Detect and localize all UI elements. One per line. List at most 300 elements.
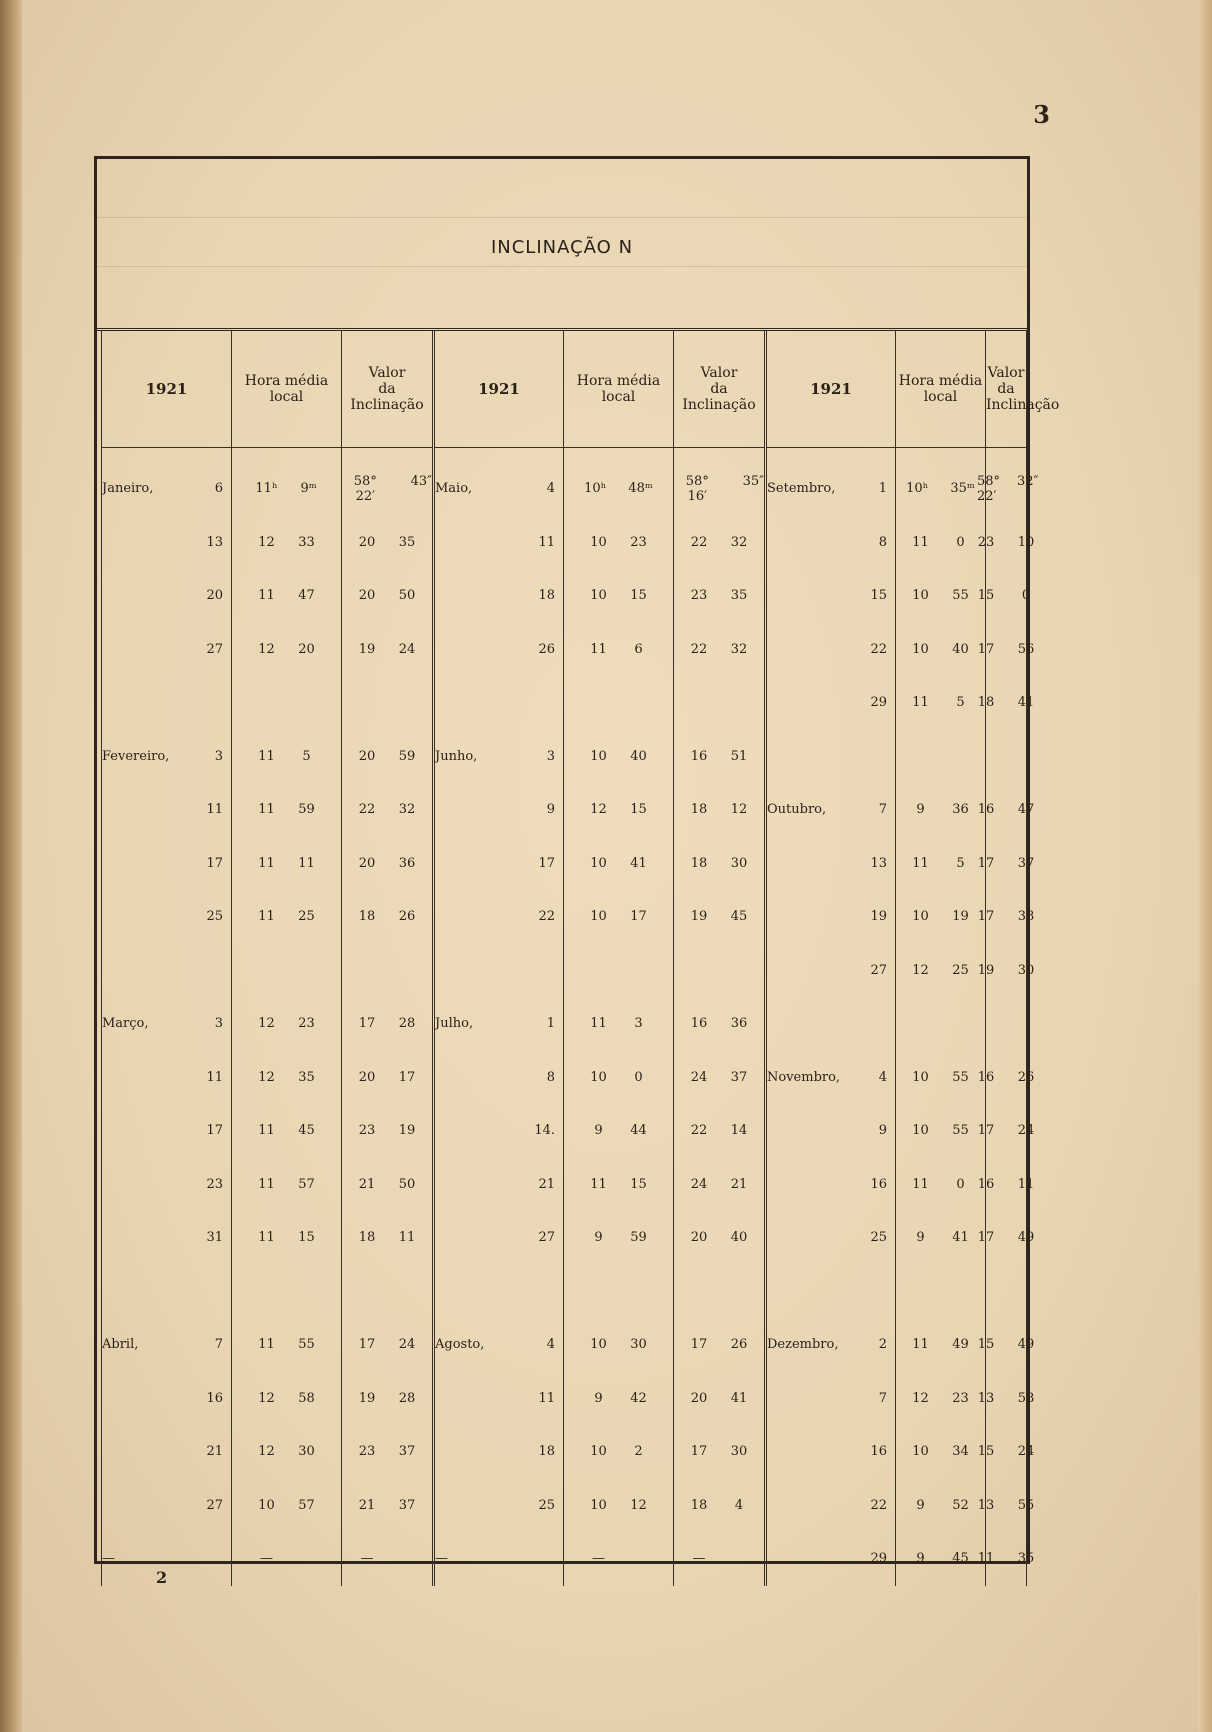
hour-cell xyxy=(896,944,986,998)
month-day-cell xyxy=(102,1051,232,1105)
hour-cell xyxy=(232,1532,342,1586)
degree-minute-value: 17 xyxy=(977,1123,995,1139)
hour-value: 9 xyxy=(594,1230,603,1246)
second-value: 59 xyxy=(398,748,416,764)
day-number: 4 xyxy=(878,1069,887,1085)
inclination-cell xyxy=(342,1158,434,1212)
degree-minute-value: 15 xyxy=(977,1444,995,1460)
inclination-cell xyxy=(977,623,1035,677)
degree-minute-value: 16 xyxy=(977,802,995,818)
hour-cell xyxy=(896,997,986,1051)
second-value: 49 xyxy=(1017,1230,1035,1246)
month-day-cell xyxy=(766,623,896,677)
month-name: Junho, xyxy=(435,748,478,764)
hour-value: 10 xyxy=(590,855,607,871)
minute-value: 36 xyxy=(952,802,969,818)
month-day-cell xyxy=(434,623,564,677)
month-day-cell xyxy=(102,623,232,677)
hour-cell xyxy=(232,730,342,784)
month-name: Abril, xyxy=(102,1337,139,1353)
day-number: 20 xyxy=(206,588,223,604)
inclination-cell xyxy=(674,997,766,1051)
inclination-cell xyxy=(986,997,1027,1051)
table-row xyxy=(102,676,1027,730)
day-number: 11 xyxy=(538,534,555,550)
hour-cell xyxy=(896,1479,986,1533)
minute-value: 5 xyxy=(956,695,965,711)
day-number: 11 xyxy=(206,802,223,818)
month-day-cell xyxy=(766,944,896,998)
degree-minute-value: 20 xyxy=(358,588,376,604)
hour-value: 11 xyxy=(590,1016,607,1032)
degree-minute-value: 13 xyxy=(977,1497,995,1513)
hour-cell xyxy=(564,1211,674,1265)
month-name: Fevereiro, xyxy=(102,748,170,764)
hour-cell xyxy=(564,944,674,998)
month-day-cell xyxy=(102,1479,232,1533)
day-number: 9 xyxy=(546,802,555,818)
second-value: 37 xyxy=(730,1069,748,1085)
inclination-cell xyxy=(342,1425,434,1479)
month-day-cell xyxy=(766,569,896,623)
month-name: Julho, xyxy=(435,1016,474,1032)
inclination-cell xyxy=(342,516,434,570)
minute-value: 58 xyxy=(298,1390,315,1406)
hour-value: 10 xyxy=(912,1069,929,1085)
second-value: 41 xyxy=(1017,695,1035,711)
hour-cell xyxy=(232,997,342,1051)
minute-value: 49 xyxy=(952,1337,969,1353)
value-header: Valor da Inclinação xyxy=(986,331,1027,448)
year-header: 1921 xyxy=(102,331,232,448)
year-header: 1921 xyxy=(434,331,564,448)
hour-cell xyxy=(564,1051,674,1105)
month-day-cell xyxy=(766,1265,896,1319)
second-value: 4 xyxy=(734,1497,744,1513)
inclination-cell xyxy=(977,1318,1035,1372)
hour-cell xyxy=(232,1479,342,1533)
table-row xyxy=(102,1425,1027,1479)
second-value xyxy=(398,1551,416,1566)
day-number: 9 xyxy=(878,1123,887,1139)
day-number: 18 xyxy=(538,1444,555,1460)
month-day-cell xyxy=(766,1479,896,1533)
hour-value: 11 xyxy=(258,1230,275,1246)
second-value: 51 xyxy=(730,748,748,764)
hour-value: 10 xyxy=(590,748,607,764)
inclination-cell xyxy=(342,1211,434,1265)
day-number: 29 xyxy=(870,695,887,711)
minute-value: 23 xyxy=(952,1390,969,1406)
month-day-cell xyxy=(434,569,564,623)
second-value: 37 xyxy=(398,1497,416,1513)
month-name: Dezembro, xyxy=(767,1337,839,1353)
month-day-cell xyxy=(434,516,564,570)
month-name: — xyxy=(435,1551,448,1567)
month-day-cell xyxy=(434,1265,564,1319)
day-number: 4 xyxy=(546,481,555,497)
hour-cell xyxy=(896,516,986,570)
minute-value: 55 xyxy=(952,1123,969,1139)
hour-cell xyxy=(896,623,986,677)
hour-cell xyxy=(896,837,986,891)
month-day-cell xyxy=(434,730,564,784)
minute-value: 0 xyxy=(634,1069,643,1085)
minute-value: 44 xyxy=(630,1123,647,1139)
month-day-cell xyxy=(434,448,564,516)
second-value: 38 xyxy=(1017,909,1035,925)
hour-value: 10 xyxy=(590,909,607,925)
hour-cell xyxy=(232,516,342,570)
second-value: 45 xyxy=(730,909,748,925)
degree-minute-value: 15 xyxy=(977,1337,995,1353)
inclination-cell xyxy=(674,1532,766,1586)
hour-header: Hora média local xyxy=(232,331,342,448)
hour-value: 10ʰ xyxy=(906,481,929,497)
day-number: 27 xyxy=(538,1230,555,1246)
inclination-cell xyxy=(342,890,434,944)
month-day-cell xyxy=(766,1318,896,1372)
inclination-cell xyxy=(342,1104,434,1158)
inclination-cell xyxy=(342,1372,434,1426)
hour-value: 10 xyxy=(590,588,607,604)
hour-cell xyxy=(232,1372,342,1426)
second-value: 30 xyxy=(1017,962,1035,978)
second-value: 10 xyxy=(1017,534,1035,550)
minute-value: 57 xyxy=(298,1176,315,1192)
minute-value: 55 xyxy=(298,1337,315,1353)
inclination-cell xyxy=(977,676,1035,730)
inclination-cell xyxy=(342,1532,434,1586)
second-value: 24 xyxy=(398,1337,416,1353)
minute-value: 55 xyxy=(952,588,969,604)
inclination-cell xyxy=(342,944,434,998)
degree-minute-value: 21 xyxy=(358,1497,376,1513)
hour-cell xyxy=(232,1211,342,1265)
second-value: 30 xyxy=(730,1444,748,1460)
second-value: 28 xyxy=(398,1390,416,1406)
minute-value: 41 xyxy=(952,1230,969,1246)
second-value: 35 xyxy=(730,588,748,604)
month-day-cell xyxy=(434,676,564,730)
minute-value: 5 xyxy=(302,748,311,764)
inclination-cell xyxy=(342,1318,434,1372)
hour-value: 11 xyxy=(912,1337,929,1353)
hour-cell xyxy=(564,1158,674,1212)
degree-minute-value: 17 xyxy=(690,1444,708,1460)
hour-value: 9 xyxy=(594,1390,603,1406)
hour-cell xyxy=(564,1425,674,1479)
degree-minute-value: 22 xyxy=(358,802,376,818)
hour-value: 10 xyxy=(590,1444,607,1460)
hour-cell xyxy=(232,623,342,677)
inclination-cell xyxy=(977,448,1039,516)
day-number: 14. xyxy=(534,1123,555,1139)
page-edge xyxy=(1198,0,1212,1732)
day-number: 25 xyxy=(206,909,223,925)
degree-minute-value: 18 xyxy=(358,1230,376,1246)
day-number: 8 xyxy=(878,534,887,550)
month-day-cell xyxy=(766,1425,896,1479)
minute-value: 15 xyxy=(630,1176,647,1192)
inclination-cell xyxy=(674,1211,766,1265)
hour-value: 11 xyxy=(258,1337,275,1353)
inclination-cell xyxy=(977,1104,1035,1158)
hour-header: Hora média local xyxy=(896,331,986,448)
second-value: 14 xyxy=(730,1123,748,1139)
second-value: 24 xyxy=(1017,1123,1035,1139)
hour-value: 12 xyxy=(258,534,275,550)
degree-minute-value: 20 xyxy=(690,1390,708,1406)
degree-minute-value: 23 xyxy=(690,588,708,604)
table-row xyxy=(102,1372,1027,1426)
second-value: 58 xyxy=(1017,1390,1035,1406)
table-row xyxy=(102,890,1027,944)
month-day-cell xyxy=(102,448,232,516)
minute-value: 59 xyxy=(630,1230,647,1246)
table-row xyxy=(102,448,1027,516)
month-name: Agosto, xyxy=(435,1337,485,1353)
hour-value: 11 xyxy=(258,802,275,818)
day-number: 22 xyxy=(538,909,555,925)
inclination-cell xyxy=(674,783,766,837)
value-header: Valor da Inclinação xyxy=(674,331,766,448)
hour-cell xyxy=(564,890,674,944)
inclination-cell xyxy=(977,1479,1035,1533)
degree-minute-value: 17 xyxy=(977,909,995,925)
hour-header: Hora média local xyxy=(564,331,674,448)
minute-value: 0 xyxy=(956,534,965,550)
inclination-cell xyxy=(977,837,1035,891)
minute-value: 30 xyxy=(630,1337,647,1353)
month-day-cell xyxy=(766,676,896,730)
day-number: 18 xyxy=(538,588,555,604)
degree-minute-value: 22 xyxy=(690,641,708,657)
degree-minute-value: 13 xyxy=(977,1390,995,1406)
day-number: 22 xyxy=(870,641,887,657)
degree-minute-value: 15 xyxy=(977,588,995,604)
degree-minute-value: — xyxy=(692,1551,706,1567)
second-value: 24 xyxy=(1017,1444,1035,1460)
day-number: 1 xyxy=(546,1016,555,1032)
hour-cell xyxy=(232,569,342,623)
degree-minute-value: 19 xyxy=(358,1390,376,1406)
second-value: 35 xyxy=(398,534,416,550)
inclination-cell xyxy=(674,1318,766,1372)
degree-minute-value: 17 xyxy=(977,641,995,657)
month-day-cell xyxy=(434,837,564,891)
hour-cell xyxy=(232,676,342,730)
hour-value: 10 xyxy=(258,1497,275,1513)
table-row xyxy=(102,1479,1027,1533)
inclination-cell xyxy=(986,730,1027,784)
hour-value: 11 xyxy=(258,1123,275,1139)
degree-minute-value: 58° 16′ xyxy=(685,473,709,504)
minute-value: 6 xyxy=(634,641,643,657)
day-number: 21 xyxy=(206,1444,223,1460)
day-number: 7 xyxy=(214,1337,223,1353)
degree-minute-value: 16 xyxy=(690,748,708,764)
month-day-cell xyxy=(102,676,232,730)
second-value: 11 xyxy=(398,1230,416,1246)
second-value: 26 xyxy=(730,1337,748,1353)
inclination-cell xyxy=(342,569,434,623)
second-value: 24 xyxy=(398,641,416,657)
inclination-table xyxy=(101,331,1060,1586)
inclination-cell xyxy=(977,1158,1035,1212)
minute-value: 42 xyxy=(630,1390,647,1406)
second-value: 35″ xyxy=(742,473,765,489)
day-number: 11 xyxy=(206,1069,223,1085)
degree-minute-value: 20 xyxy=(690,1230,708,1246)
inclination-cell xyxy=(674,1104,766,1158)
inclination-cell xyxy=(342,783,434,837)
hour-cell xyxy=(896,1104,986,1158)
month-day-cell xyxy=(434,1158,564,1212)
inclination-cell xyxy=(674,1425,766,1479)
second-value: 19 xyxy=(398,1123,416,1139)
month-day-cell xyxy=(434,783,564,837)
inclination-cell xyxy=(674,516,766,570)
inclination-cell xyxy=(674,569,766,623)
hour-value: 11 xyxy=(912,534,929,550)
second-value: 0 xyxy=(1021,588,1031,604)
hour-cell xyxy=(564,448,674,516)
table-row xyxy=(102,997,1027,1051)
hour-cell xyxy=(564,623,674,677)
hour-value: 12 xyxy=(258,641,275,657)
hour-value: — xyxy=(592,1551,605,1567)
inclination-cell xyxy=(674,837,766,891)
value-header: Valor da Inclinação xyxy=(342,331,434,448)
day-number: 25 xyxy=(870,1230,887,1246)
month-name: — xyxy=(102,1551,115,1567)
hour-cell xyxy=(564,1372,674,1426)
footer-number: 2 xyxy=(156,1568,168,1587)
hour-cell xyxy=(896,1318,986,1372)
month-day-cell xyxy=(434,1532,564,1586)
second-value: 55 xyxy=(1017,1497,1035,1513)
minute-value: 45 xyxy=(952,1551,969,1567)
month-day-cell xyxy=(434,890,564,944)
month-day-cell xyxy=(766,1051,896,1105)
inclination-cell xyxy=(674,730,766,784)
hour-value: 10 xyxy=(912,909,929,925)
second-value: 26 xyxy=(398,909,416,925)
month-name: Novembro, xyxy=(767,1069,841,1085)
degree-minute-value: 17 xyxy=(977,1230,995,1246)
hour-value: 10 xyxy=(590,1337,607,1353)
hour-cell xyxy=(232,1051,342,1105)
inclination-cell xyxy=(674,448,766,516)
day-number: 3 xyxy=(214,1016,223,1032)
minute-value xyxy=(298,1551,316,1566)
day-number: 19 xyxy=(870,909,887,925)
degree-minute-value: 17 xyxy=(358,1016,376,1032)
hour-cell xyxy=(232,944,342,998)
day-number: 17 xyxy=(538,855,555,871)
hour-cell xyxy=(232,448,342,516)
page-number: 3 xyxy=(1033,100,1050,129)
inclination-cell xyxy=(977,890,1035,944)
second-value: 43″ xyxy=(410,473,433,489)
day-number: 16 xyxy=(206,1390,223,1406)
minute-value: 11 xyxy=(298,855,315,871)
month-name: Setembro, xyxy=(767,481,836,497)
month-day-cell xyxy=(434,997,564,1051)
hour-cell xyxy=(564,569,674,623)
minute-value: 5 xyxy=(956,855,965,871)
second-value: 32 xyxy=(730,534,748,550)
day-number: 31 xyxy=(206,1230,223,1246)
month-day-cell xyxy=(102,1158,232,1212)
minute-value: 15 xyxy=(630,802,647,818)
inclination-cell xyxy=(674,1158,766,1212)
hour-cell xyxy=(564,997,674,1051)
month-day-cell xyxy=(434,1372,564,1426)
hour-cell xyxy=(564,1265,674,1319)
inclination-cell xyxy=(977,783,1035,837)
degree-minute-value: — xyxy=(360,1551,374,1567)
inclination-cell xyxy=(342,1265,434,1319)
hour-cell xyxy=(564,676,674,730)
day-number: 6 xyxy=(214,481,223,497)
second-value: 11 xyxy=(1017,1176,1035,1192)
table-row xyxy=(102,1265,1027,1319)
hour-cell xyxy=(896,1265,986,1319)
day-number: 4 xyxy=(546,1337,555,1353)
degree-minute-value: 19 xyxy=(977,962,995,978)
month-day-cell xyxy=(434,1104,564,1158)
day-number: 11 xyxy=(538,1390,555,1406)
degree-minute-value: 18 xyxy=(690,855,708,871)
hour-value: 11 xyxy=(258,1176,275,1192)
month-day-cell xyxy=(102,1104,232,1158)
second-value: 49 xyxy=(1017,1337,1035,1353)
month-day-cell xyxy=(434,1051,564,1105)
minute-value: 41 xyxy=(630,855,647,871)
second-value: 36 xyxy=(398,855,416,871)
minute-value: 40 xyxy=(630,748,647,764)
month-day-cell xyxy=(102,997,232,1051)
degree-minute-value: 20 xyxy=(358,855,376,871)
table-row xyxy=(102,944,1027,998)
inclination-cell xyxy=(342,730,434,784)
degree-minute-value: 17 xyxy=(358,1337,376,1353)
inclination-cell xyxy=(674,676,766,730)
hour-value: 9 xyxy=(594,1123,603,1139)
second-value: 50 xyxy=(398,1176,416,1192)
hour-value: 9 xyxy=(916,1230,925,1246)
degree-minute-value: 18 xyxy=(690,802,708,818)
minute-value: 55 xyxy=(952,1069,969,1085)
month-name: Março, xyxy=(102,1016,149,1032)
degree-minute-value: 18 xyxy=(358,909,376,925)
hour-value: 9 xyxy=(916,1551,925,1567)
hour-value: 9 xyxy=(916,1497,925,1513)
month-day-cell xyxy=(102,730,232,784)
hour-cell xyxy=(896,1372,986,1426)
hour-cell xyxy=(564,1532,674,1586)
day-number: 27 xyxy=(206,641,223,657)
second-value xyxy=(730,1551,748,1566)
table-row xyxy=(102,1158,1027,1212)
degree-minute-value: 24 xyxy=(690,1069,708,1085)
day-number: 13 xyxy=(206,534,223,550)
hour-cell xyxy=(232,890,342,944)
hour-cell xyxy=(232,783,342,837)
month-day-cell xyxy=(766,1158,896,1212)
